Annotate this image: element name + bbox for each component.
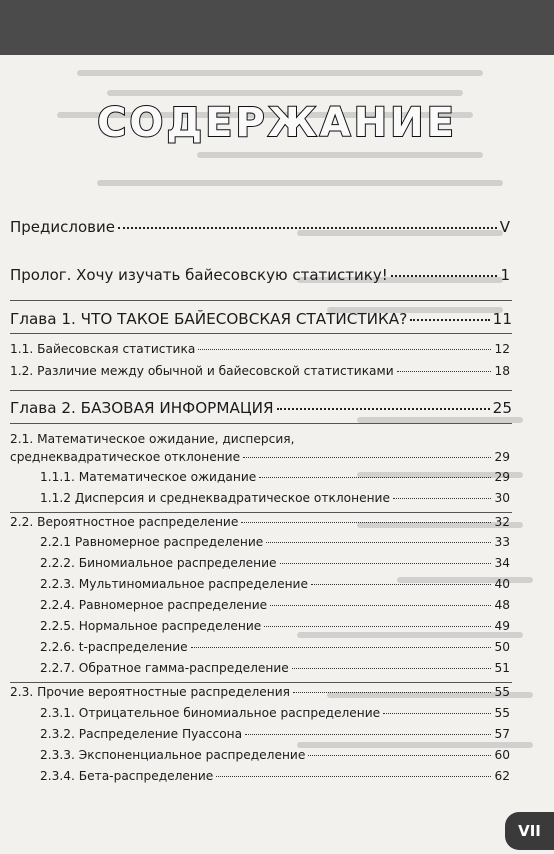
leader-dots [277,408,490,410]
toc-label: 2.2.5. Нормальное распределение [40,619,262,633]
toc-label: 2.3.1. Отрицательное биномиальное распределение [40,706,381,720]
toc-label: Предисловие [10,218,115,236]
toc-entry[interactable] [40,640,510,654]
leader-dots [270,605,491,606]
toc-page: 25 [492,399,512,417]
toc-label: 2.3. Прочие вероятностные распределения [10,685,291,699]
leader-dots [191,647,492,648]
leader-dots [241,522,491,523]
leader-dots [410,319,489,321]
toc-label: 2.2.6. t-распределение [40,640,188,654]
toc-label: 2.2. Вероятностное распределение [10,515,239,529]
leader-dots [308,755,491,756]
divider [10,682,512,683]
toc-page: 57 [494,727,510,741]
toc-page: 55 [494,685,510,699]
toc-page: 60 [494,748,510,762]
toc-entry[interactable] [40,727,510,741]
toc-entry[interactable] [40,598,510,612]
leader-dots [264,626,491,627]
toc-page: 55 [494,706,510,720]
leader-dots [266,542,491,543]
divider [10,423,512,424]
leader-dots [198,349,491,350]
toc-page: 34 [494,556,510,570]
toc-label: 2.2.1 Равномерное распределение [40,535,264,549]
toc-page: 50 [494,640,510,654]
leader-dots [280,563,492,564]
leader-dots [383,713,491,714]
toc-entry[interactable] [10,364,510,378]
toc-label: 2.2.7. Обратное гамма-распределение [40,661,289,675]
leader-dots [259,477,491,478]
divider [10,512,512,513]
toc-entry[interactable] [40,556,510,570]
toc-label: 1.1. Байесовская статистика [10,342,196,356]
toc-label: Глава 2. БАЗОВАЯ ИНФОРМАЦИЯ [10,399,274,417]
toc-label: 1.2. Различие между обычной и байесовской статистиками [10,364,394,378]
toc-page: 48 [494,598,510,612]
leader-dots [393,498,492,499]
toc-entry[interactable] [40,661,510,675]
leader-dots [216,776,491,777]
toc-page: 1 [500,266,510,284]
divider [10,390,512,391]
toc-page: 40 [494,577,510,591]
toc-chapter[interactable] [10,399,512,417]
toc-page: 49 [494,619,510,633]
toc-page: 12 [494,342,510,356]
page-number-tab [505,812,554,850]
toc-page: 33 [494,535,510,549]
leader-dots [293,692,491,693]
page-number: VII [518,822,541,840]
leader-dots [292,668,492,669]
toc-label: 2.3.4. Бета-распределение [40,769,214,783]
toc-page: 51 [494,661,510,675]
toc-label: 2.2.2. Биномиальное распределение [40,556,277,570]
leader-dots [391,275,498,277]
toc-entry[interactable] [10,450,510,464]
toc-label-line1: 2.1. Математическое ожидание, дисперсия, [10,432,295,446]
divider [10,300,512,301]
toc-entry[interactable] [10,266,510,284]
toc-page: 11 [492,310,512,328]
leader-dots [243,457,491,458]
toc-page: 29 [494,470,510,484]
toc-entry[interactable] [40,577,510,591]
toc-entry[interactable] [40,619,510,633]
toc-page: 30 [494,491,510,505]
leader-dots [118,227,497,229]
toc-entry[interactable] [10,515,510,529]
toc-label: 1.1.2 Дисперсия и среднеквадратическое отклонение [40,491,390,505]
toc-entry[interactable] [40,769,510,783]
leader-dots [311,584,492,585]
toc-entry[interactable] [40,491,510,505]
toc-entry[interactable] [40,706,510,720]
toc-chapter[interactable] [10,310,512,328]
toc-entry[interactable] [10,685,510,699]
toc-entry[interactable] [40,535,510,549]
toc-label: 2.3.3. Экспоненциальное распределение [40,748,306,762]
page-title: СОДЕРЖАНИЕ [97,100,457,146]
toc-entry[interactable] [40,748,510,762]
toc-label: 2.2.3. Мультиномиальное распределение [40,577,308,591]
toc-entry[interactable] [40,470,510,484]
toc-page: 62 [494,769,510,783]
toc-page: 32 [494,515,510,529]
toc-entry[interactable] [10,342,510,356]
toc-label: Пролог. Хочу изучать байесовскую статистику! [10,266,388,284]
toc-label: 2.2.4. Равномерное распределение [40,598,268,612]
divider [10,333,512,334]
toc-page: 29 [494,450,510,464]
toc-page: 18 [494,364,510,378]
toc-label: среднеквадратическое отклонение [10,450,241,464]
toc-label: Глава 1. ЧТО ТАКОЕ БАЙЕСОВСКАЯ СТАТИСТИКА? [10,310,408,328]
leader-dots [397,371,492,372]
toc-page: V [499,218,510,236]
toc-entry[interactable] [10,218,510,236]
leader-dots [245,734,491,735]
toc-label: 2.3.2. Распределение Пуассона [40,727,243,741]
toc-label: 1.1.1. Математическое ожидание [40,470,257,484]
